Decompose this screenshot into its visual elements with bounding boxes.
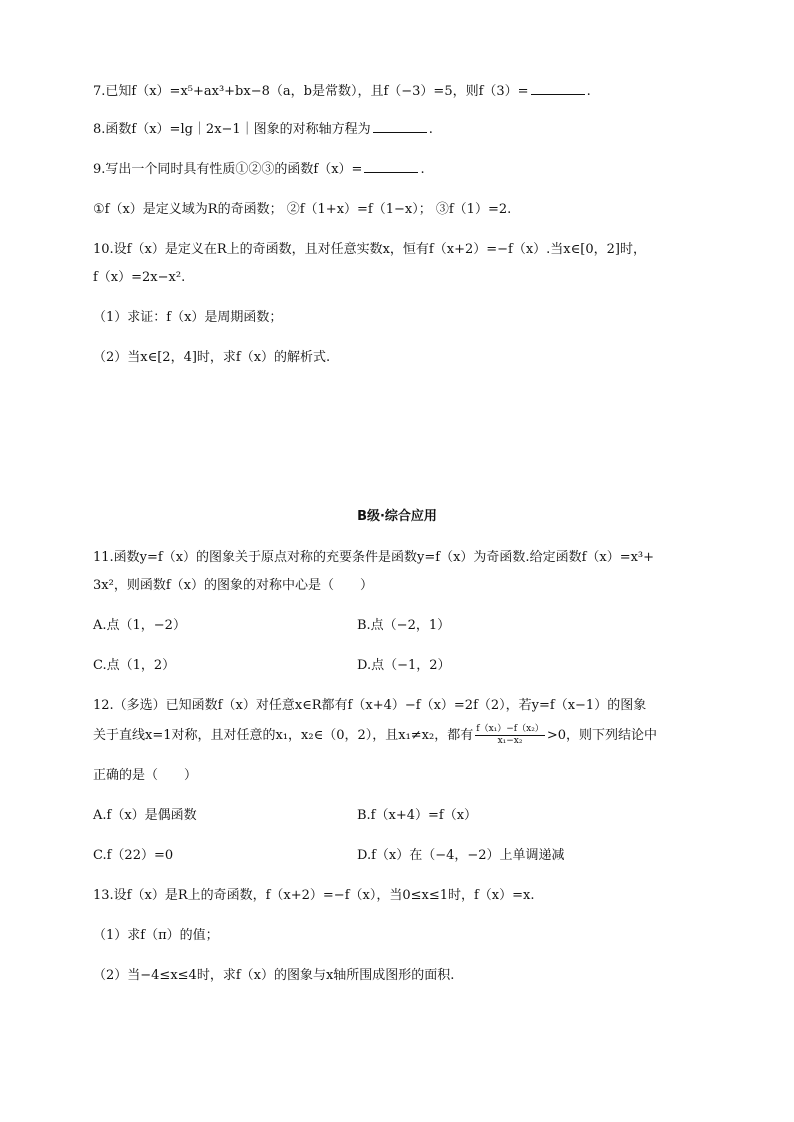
q12-option-d: D.f（x）在（−4，−2）上单调递减: [357, 848, 565, 863]
q11-option-c: C.点（1，2）: [93, 658, 176, 673]
q9-end: .: [420, 162, 425, 177]
difference-quotient: [475, 724, 545, 747]
question-8: [93, 118, 433, 137]
q12-line-2-pre: 关于直线x=1对称，且对任意的x₁，x₂∈（0，2），且x₁≠x₂，都有: [93, 728, 474, 743]
question-7: [93, 80, 591, 99]
q9-properties: ①f（x）是定义域为R的奇函数； ②f（1+x）=f（1−x）； ③f（1）=2.: [93, 202, 512, 217]
q13-part-2: （2）当−4≤x≤4时，求f（x）的图象与x轴所围成图形的面积.: [93, 968, 455, 983]
q7-text: 7.已知f（x）=x⁵+ax³+bx−8（a，b是常数），且f（−3）=5，则f（3）=: [93, 84, 529, 99]
q12-line-3: 正确的是（ ）: [93, 768, 198, 783]
q11-line-1: 11.函数y=f（x）的图象关于原点对称的充要条件是函数y=f（x）为奇函数.给定函数f（x）=x³+: [93, 550, 655, 565]
q13-line-1: 13.设f（x）是R上的奇函数，f（x+2）=−f（x），当0≤x≤1时，f（x）=x.: [93, 888, 535, 903]
q12-option-a: A.f（x）是偶函数: [93, 808, 197, 823]
q7-end: .: [586, 84, 591, 99]
answer-blank: [373, 120, 427, 133]
q11-option-a: A.点（1，−2）: [93, 618, 186, 633]
q12-line-2: [93, 724, 657, 747]
q10-line-2: f（x）=2x−x².: [93, 270, 186, 285]
q13-part-1: （1）求f（π）的值；: [93, 928, 219, 943]
fraction-denominator: x₁−x₂: [497, 736, 523, 746]
q10-part-2: （2）当x∈[2，4]时，求f（x）的解析式.: [93, 350, 331, 365]
q9-text: 9.写出一个同时具有性质①②③的函数f（x）=: [93, 162, 363, 177]
q8-text: 8.函数f（x）=lg｜2x−1｜图象的对称轴方程为: [93, 122, 371, 137]
q10-line-1: 10.设f（x）是定义在R上的奇函数，且对任意实数x，恒有f（x+2）=−f（x）.当x∈[0，2]时，: [93, 242, 646, 257]
answer-blank: [531, 82, 585, 95]
q11-option-d: D.点（−1，2）: [357, 658, 451, 673]
section-title-b: B级·综合应用: [357, 509, 437, 524]
q12-line-2-post: >0，则下列结论中: [546, 728, 657, 743]
q12-option-b: B.f（x+4）=f（x）: [357, 808, 478, 823]
q12-option-c: C.f（22）=0: [93, 848, 174, 863]
answer-blank: [364, 160, 418, 173]
question-9: [93, 158, 425, 177]
q10-part-1: （1）求证：f（x）是周期函数；: [93, 310, 283, 325]
q11-option-b: B.点（−2，1）: [357, 618, 451, 633]
q11-line-2: 3x²，则函数f（x）的图象的对称中心是（ ）: [93, 578, 373, 593]
fraction-numerator: f（x₁）−f（x₂）: [476, 724, 544, 734]
q8-end: .: [428, 122, 433, 137]
q12-line-1: 12.（多选）已知函数f（x）对任意x∈R都有f（x+4）−f（x）=2f（2），若y=f（x−1）的图象: [93, 698, 647, 713]
